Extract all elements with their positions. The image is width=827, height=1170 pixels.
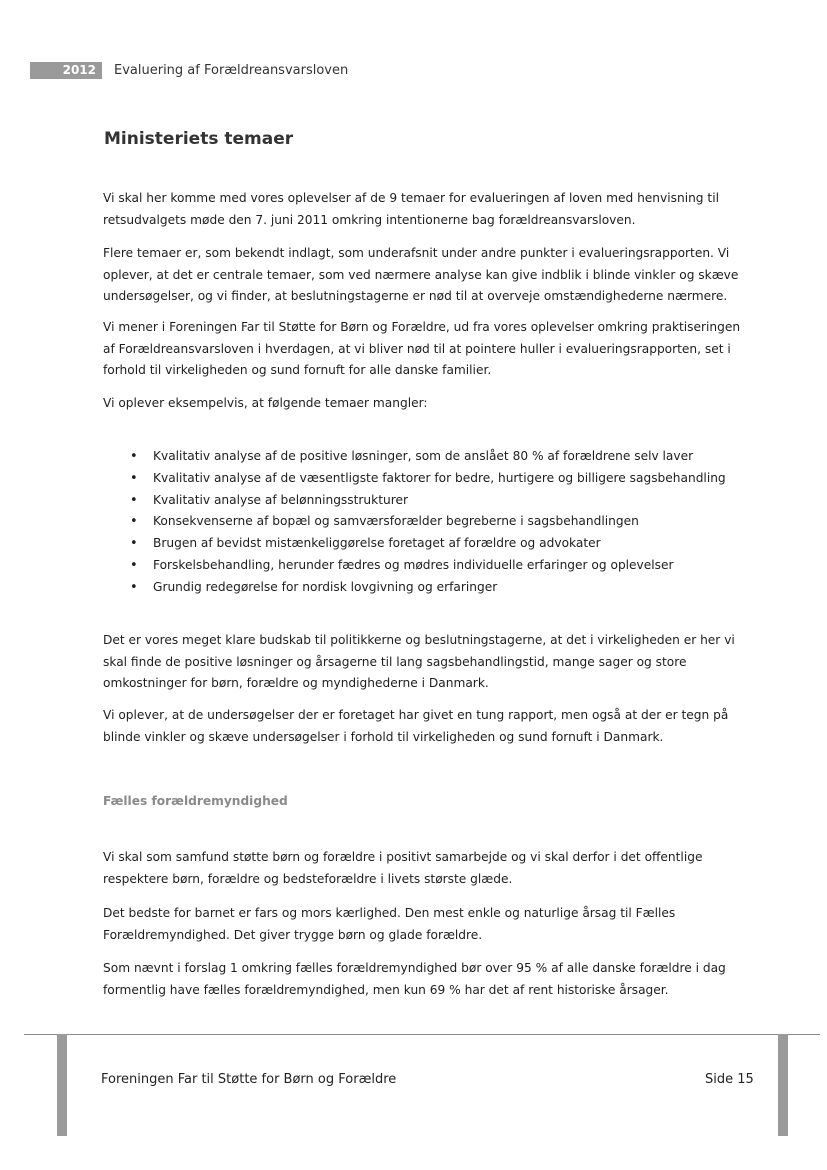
list-item: • Forskelsbehandling, herunder fædres og mødres individuelle erfaringer og oplevelser [113,555,733,577]
paragraph: Vi oplever, at de undersøgelser der er foretaget har givet en tung rapport, men også at der er tegn på blinde vinkler og skæve undersøgelser i forhold til virkeligheden og sund fornuft i Danmark. [103,708,729,744]
missing-themes-list [113,446,733,599]
list-item: • Kvalitativ analyse af belønningsstrukturer [113,490,733,512]
footer-left-bar [57,1034,67,1136]
page-heading: Ministeriets temaer [104,129,294,149]
paragraph: Som nævnt i forslag 1 omkring fælles forældremyndighed bør over 95 % af alle danske forældre i dag formentlig have fælles forældremyndighed, men kun 69 % har det af rent historiske årsager. [103,961,726,997]
paragraph: Det bedste for barnet er fars og mors kærlighed. Den mest enkle og naturlige årsag til Fælles Forældremyndighed. Det giver trygge børn og glade forældre. [103,906,676,942]
paragraph: Vi oplever eksempelvis, at følgende temaer mangler: [103,396,428,410]
page-number: Side 15 [705,1072,754,1087]
section-subheading: Fælles forældremyndighed [103,794,288,808]
paragraph: Det er vores meget klare budskab til politikkerne og beslutningstagerne, at det i virkeligheden er her vi skal finde de positive løsninger og årsagerne til lang sagsbehandlingstid, mange sager og store omkostninger for børn, forældre og myndighederne i Danmark. [103,633,735,690]
list-item: • Kvalitativ analyse af de væsentligste faktorer for bedre, hurtigere og billigere sagsbehandling [113,468,733,490]
list-item: • Grundig redegørelse for nordisk lovgivning og erfaringer [113,577,733,599]
list-item: • Konsekvenserne af bopæl og samværsforælder begreberne i sagsbehandlingen [113,511,733,533]
paragraph: Flere temaer er, som bekendt indlagt, som underafsnit under andre punkter i evalueringsrapporten. Vi oplever, at det er centrale temaer, som ved nærmere analyse kan give indblik i blinde vinkler og skæve undersøgelser, og vi finder, at beslutningstagerne er nød til at overveje omstændighederne nærmere. [103,246,739,303]
paragraph: Vi mener i Foreningen Far til Støtte for Børn og Forældre, ud fra vores oplevelser omkring praktiseringen af Forældreansvarsloven i hverdagen, at vi bliver nød til at pointere huller i evalueringsrapporten, set i forhold til virkeligheden og sund fornuft for alle danske familier. [103,320,741,377]
footer-organization: Foreningen Far til Støtte for Børn og Forældre [101,1072,397,1087]
list-item: • Brugen af bevidst mistænkeliggørelse foretaget af forældre og advokater [113,533,733,555]
header-title: Evaluering af Forældreansvarsloven [114,63,349,78]
footer-divider [24,1034,820,1035]
header-year-badge: 2012 [30,62,102,79]
paragraph: Vi skal som samfund støtte børn og forældre i positivt samarbejde og vi skal derfor i det offentlige respektere børn, forældre og bedsteforældre i livets største glæde. [103,850,703,886]
footer-right-bar [778,1034,788,1136]
list-item: • Kvalitativ analyse af de positive løsninger, som de anslået 80 % af forældrene selv laver [113,446,733,468]
paragraph: Vi skal her komme med vores oplevelser af de 9 temaer for evalueringen af loven med henvisning til retsudvalgets møde den 7. juni 2011 omkring intentionerne bag forældreansvarsloven. [103,191,719,227]
